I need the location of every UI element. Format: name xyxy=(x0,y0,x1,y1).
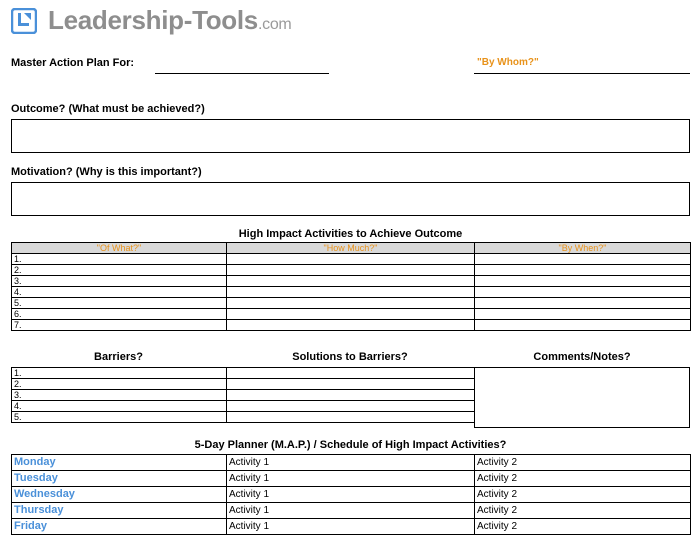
master-action-plan-label: Master Action Plan For: xyxy=(11,57,135,69)
logo-text: Leadership-Tools.com xyxy=(48,5,292,35)
day-tuesday: Tuesday xyxy=(12,471,227,487)
table-row: 4. xyxy=(12,401,475,412)
day-thursday: Thursday xyxy=(12,503,227,519)
barriers-header: Barriers? xyxy=(94,351,143,363)
comments-header: Comments/Notes? xyxy=(533,351,631,363)
table-row: 5. xyxy=(12,298,691,309)
activities-table xyxy=(11,242,691,331)
motivation-label: Motivation? (Why is this important?) xyxy=(11,166,202,178)
table-row: Monday Activity 1 Activity 2 xyxy=(12,455,691,471)
outcome-box[interactable] xyxy=(11,119,690,153)
col-how-much: "How Much?" xyxy=(227,243,475,254)
table-row: 6. xyxy=(12,309,691,320)
table-row: Friday Activity 1 Activity 2 xyxy=(12,519,691,535)
solutions-header: Solutions to Barriers? xyxy=(292,351,408,363)
table-row: 5. xyxy=(12,412,475,423)
col-by-when: "By When?" xyxy=(475,243,691,254)
table-row: Wednesday Activity 1 Activity 2 xyxy=(12,487,691,503)
logo-domain: .com xyxy=(257,16,292,33)
table-row: 1. xyxy=(12,368,475,379)
master-action-plan-line[interactable] xyxy=(155,73,329,74)
motivation-box[interactable] xyxy=(11,182,690,216)
activities-title: High Impact Activities to Achieve Outcome xyxy=(238,228,463,240)
table-row: 4. xyxy=(12,287,691,298)
by-whom-line[interactable] xyxy=(474,73,690,74)
table-row: Tuesday Activity 1 Activity 2 xyxy=(12,471,691,487)
table-row: 1. xyxy=(12,254,691,265)
planner-table xyxy=(11,454,691,535)
table-row: 2. xyxy=(12,379,475,390)
table-row: Thursday Activity 1 Activity 2 xyxy=(12,503,691,519)
outcome-label: Outcome? (What must be achieved?) xyxy=(11,103,205,115)
day-monday: Monday xyxy=(12,455,227,471)
day-wednesday: Wednesday xyxy=(12,487,227,503)
table-row: 3. xyxy=(12,390,475,401)
planner-title: 5-Day Planner (M.A.P.) / Schedule of High Impact Activities? xyxy=(194,439,507,451)
day-friday: Friday xyxy=(12,519,227,535)
comments-box[interactable] xyxy=(474,367,690,428)
table-row: 3. xyxy=(12,276,691,287)
barriers-table xyxy=(11,367,475,423)
by-whom-label: "By Whom?" xyxy=(477,57,539,68)
col-of-what: "Of What?" xyxy=(12,243,227,254)
table-row: 2. xyxy=(12,265,691,276)
logo-icon xyxy=(11,8,37,34)
table-row: 7. xyxy=(12,320,691,331)
